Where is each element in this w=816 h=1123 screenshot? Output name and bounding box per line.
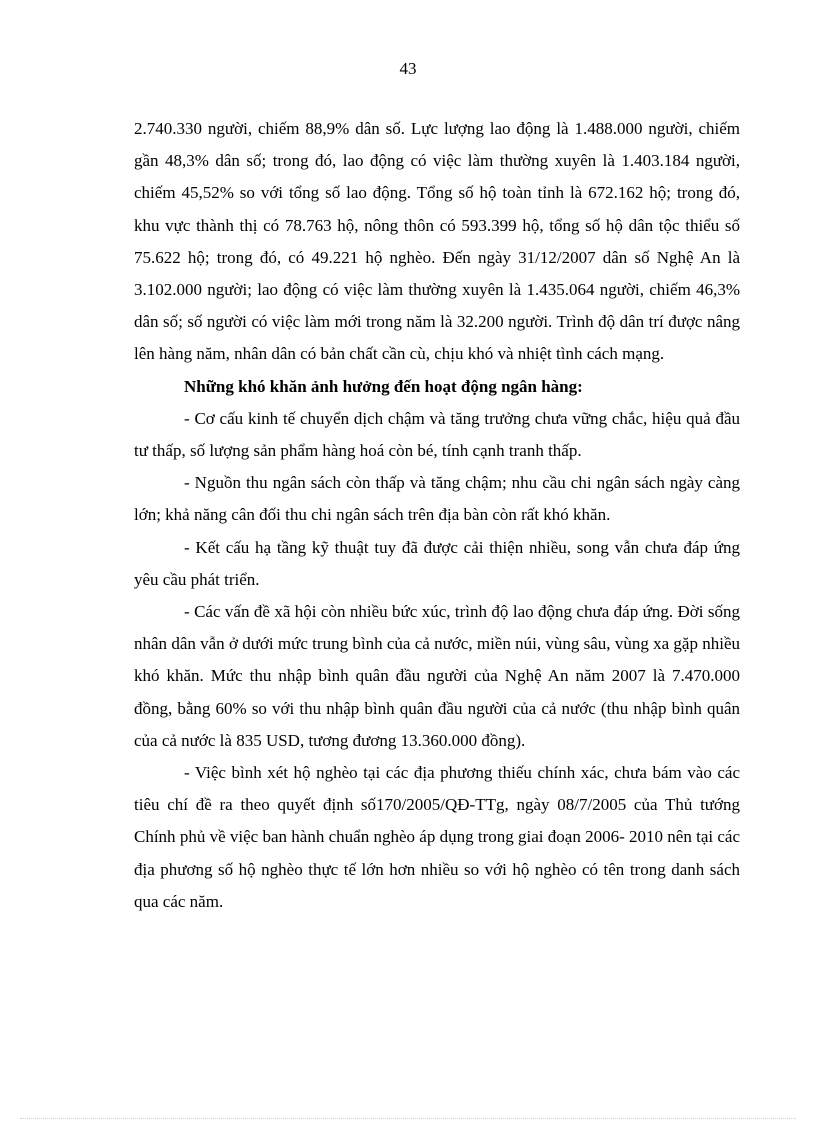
paragraph-social-issues: - Các vấn đề xã hội còn nhiều bức xúc, trình độ lao động chưa đáp ứng. Đời sống nhân dân vẫn ở dưới mức trung bình của cả nước, miền núi, vùng sâu, vùng xa gặp nhiều khó khăn. Mức thu nhập bình quân đầu người của Nghệ An năm 2007 là 7.470.000 đồng, bằng 60% so với thu nhập bình quân đầu người của cả nước (thu nhập bình quân của cả nước là 835 USD, tương đương 13.360.000 đồng). <box>134 602 740 750</box>
document-body <box>134 113 740 918</box>
paragraph-infrastructure: - Kết cấu hạ tầng kỹ thuật tuy đã được cải thiện nhiều, song vẫn chưa đáp ứng yêu cầu phát triển. <box>134 537 740 589</box>
paragraph-budget-revenue: - Nguồn thu ngân sách còn thấp và tăng chậm; nhu cầu chi ngân sách ngày càng lớn; khả năng cân đối thu chi ngân sách trên địa bàn còn rất khó khăn. <box>134 473 740 525</box>
page-number: 43 <box>399 59 417 78</box>
paragraph-economic-structure: - Cơ cấu kinh tế chuyển dịch chậm và tăng trưởng chưa vững chắc, hiệu quả đầu tư thấp, số lượng sản phẩm hàng hoá còn bé, tính cạnh tranh thấp. <box>134 408 740 461</box>
paragraph-poor-households: - Việc bình xét hộ nghèo tại các địa phương thiếu chính xác, chưa bám vào các tiêu chí đề ra theo quyết định số170/2005/QĐ-TTg, ngày 08/7/2005 của Thủ tướng Chính phủ về việc ban hành chuẩn nghèo áp dụng trong giai đoạn 2006- 2010 nên tại các địa phương số hộ nghèo thực tế lớn hơn nhiều so với hộ nghèo có tên trong danh sách qua các năm. <box>134 763 740 911</box>
paragraph-population-labor: 2.740.330 người, chiếm 88,9% dân số. Lực lượng lao động là 1.488.000 người, chiếm gần 48,3% dân số; trong đó, lao động có việc làm thường xuyên là 1.403.184 người, chiếm 45,52% so với tổng số lao động. Tổng số hộ toàn tỉnh là 672.162 hộ; trong đó, khu vực thành thị có 78.763 hộ, nông thôn có 593.399 hộ, tổng số hộ dân tộc thiểu số 75.622 hộ; trong đó, có 49.221 hộ nghèo. Đến ngày 31/12/2007 dân số Nghệ An là 3.102.000 người; lao động có việc làm thường xuyên là 1.435.064 người, chiếm 46,3% dân số; số người có việc làm mới trong năm là 32.200 người. Trình độ dân trí được nâng lên hàng năm, nhân dân có bản chất cần cù, chịu khó và nhiệt tình cách mạng. <box>134 119 740 364</box>
section-heading-difficulties: Những khó khăn ảnh hưởng đến hoạt động ngân hàng: <box>184 376 583 396</box>
page-bottom-divider <box>20 1118 796 1119</box>
